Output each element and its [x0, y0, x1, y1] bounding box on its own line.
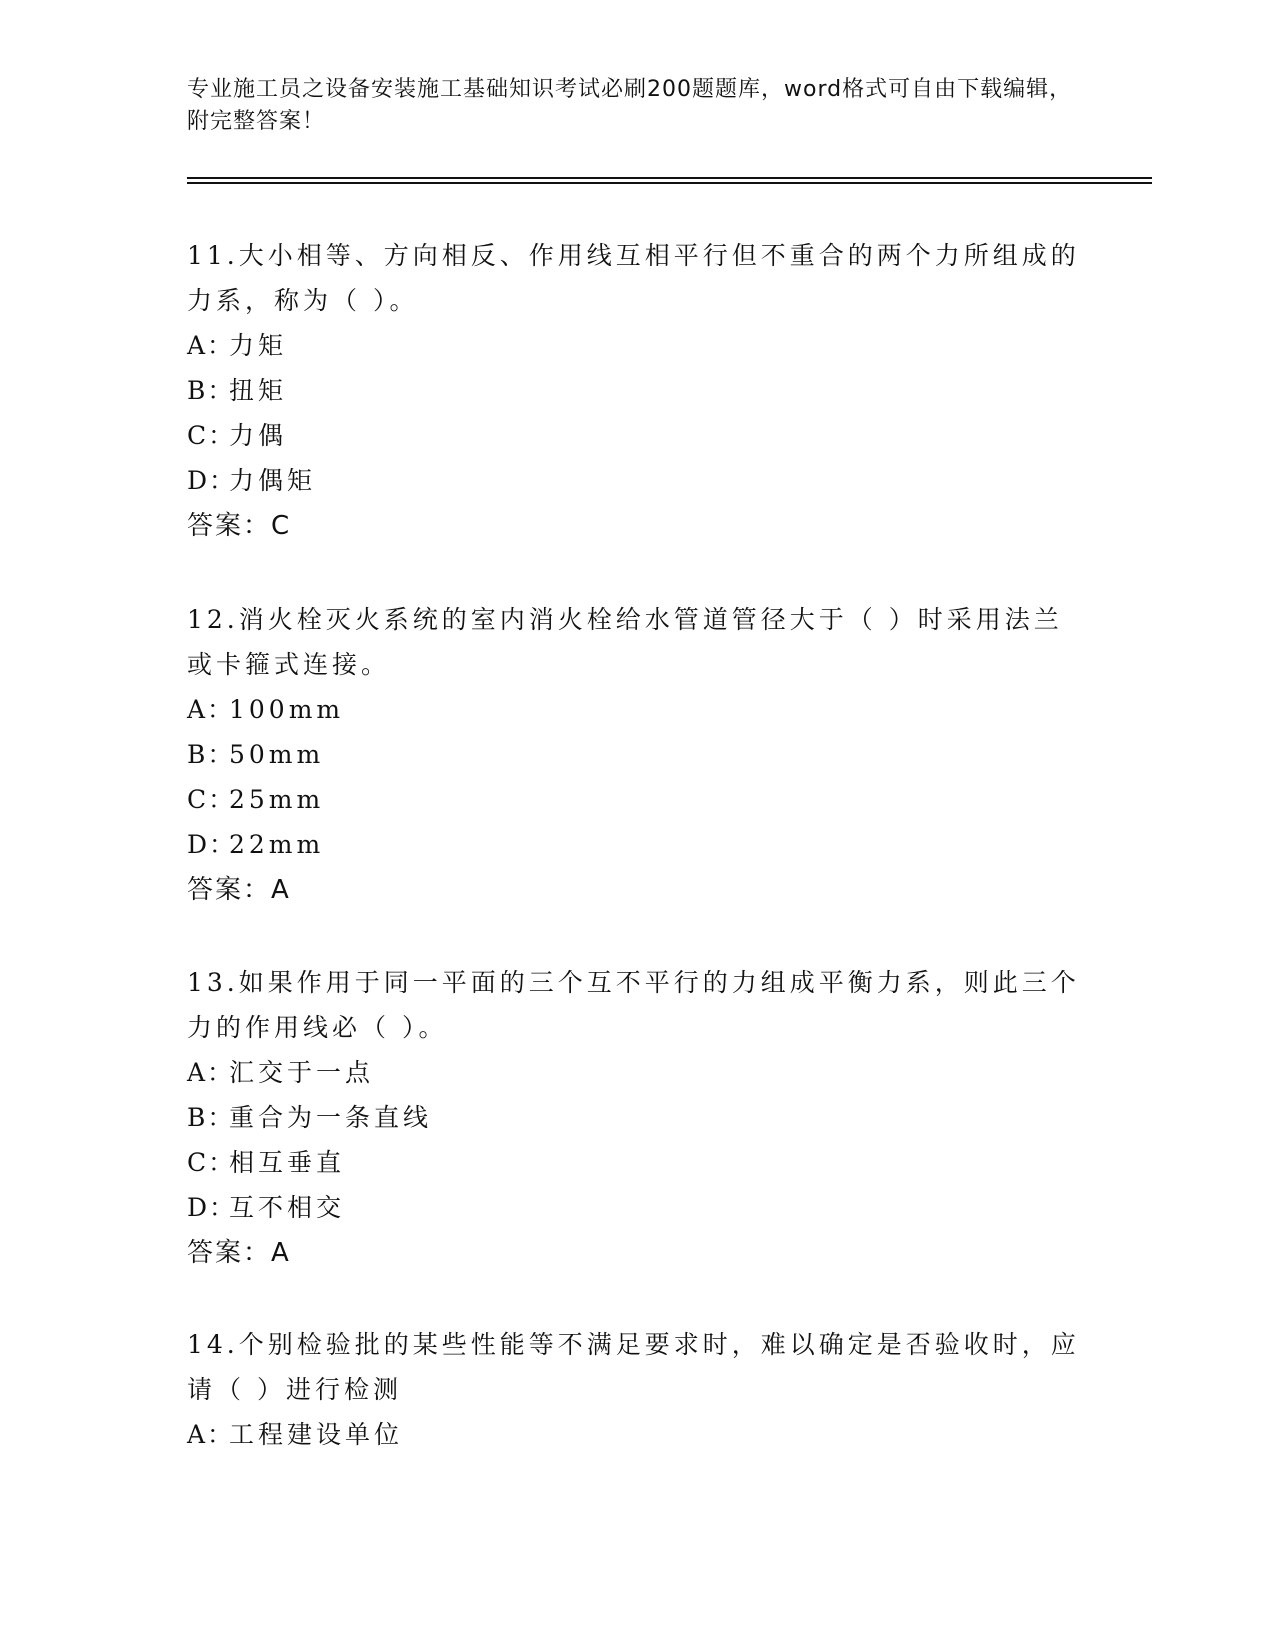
question-11 — [187, 233, 1087, 549]
option-key: A： — [187, 695, 235, 724]
option-key: B： — [187, 740, 235, 769]
question-stem: 14.个别检验批的某些性能等不满足要求时，难以确定是否验收时，应请（ ）进行检测 — [187, 1330, 1080, 1404]
option-text: 相互垂直 — [229, 1148, 346, 1177]
option-key: D： — [187, 466, 237, 495]
option-key: B： — [187, 1103, 235, 1132]
option-text: 25mm — [229, 785, 325, 814]
option-b — [187, 732, 1087, 777]
option-text: 力偶矩 — [229, 466, 317, 495]
option-c — [187, 1140, 1087, 1185]
option-key: A： — [187, 331, 235, 360]
option-a — [187, 323, 1087, 368]
option-key: C： — [187, 421, 236, 450]
option-a — [187, 687, 1087, 732]
question-stem: 13.如果作用于同一平面的三个互不平行的力组成平衡力系，则此三个力的作用线必（ ）。 — [187, 968, 1080, 1042]
answer-line: 答案：A — [187, 1238, 291, 1268]
option-key: A： — [187, 1058, 235, 1087]
option-text: 扭矩 — [229, 376, 288, 405]
option-text: 22mm — [229, 830, 325, 859]
option-text: 100mm — [229, 695, 345, 724]
option-text: 重合为一条直线 — [229, 1103, 433, 1132]
option-text: 互不相交 — [229, 1193, 346, 1222]
question-13 — [187, 960, 1087, 1276]
question-12 — [187, 597, 1087, 913]
header-divider-top — [187, 177, 1152, 179]
question-stem: 11.大小相等、方向相反、作用线互相平行但不重合的两个力所组成的力系，称为（ ）。 — [187, 241, 1080, 315]
question-stem: 12.消火栓灭火系统的室内消火栓给水管道管径大于（ ）时采用法兰或卡箍式连接。 — [187, 605, 1063, 679]
option-a — [187, 1050, 1087, 1095]
answer-line: 答案：C — [187, 511, 292, 541]
option-d — [187, 458, 1087, 503]
option-key: C： — [187, 785, 236, 814]
option-text: 力偶 — [229, 421, 288, 450]
header-divider-bottom — [187, 182, 1152, 184]
option-c — [187, 777, 1087, 822]
option-key: B： — [187, 376, 235, 405]
option-a — [187, 1412, 1087, 1457]
question-14 — [187, 1322, 1087, 1457]
option-c — [187, 413, 1087, 458]
option-b — [187, 368, 1087, 413]
option-text: 工程建设单位 — [229, 1420, 404, 1449]
option-b — [187, 1095, 1087, 1140]
option-key: C： — [187, 1148, 236, 1177]
option-text: 汇交于一点 — [229, 1058, 375, 1087]
option-text: 力矩 — [229, 331, 288, 360]
option-key: D： — [187, 1193, 237, 1222]
option-key: A： — [187, 1420, 235, 1449]
document-header-title: 专业施工员之设备安装施工基础知识考试必刷200题题库，word格式可自由下载编辑，附完整答案！ — [187, 77, 1073, 134]
option-d — [187, 1185, 1087, 1230]
option-text: 50mm — [229, 740, 325, 769]
option-key: D： — [187, 830, 237, 859]
option-d — [187, 822, 1087, 867]
answer-line: 答案：A — [187, 875, 291, 905]
